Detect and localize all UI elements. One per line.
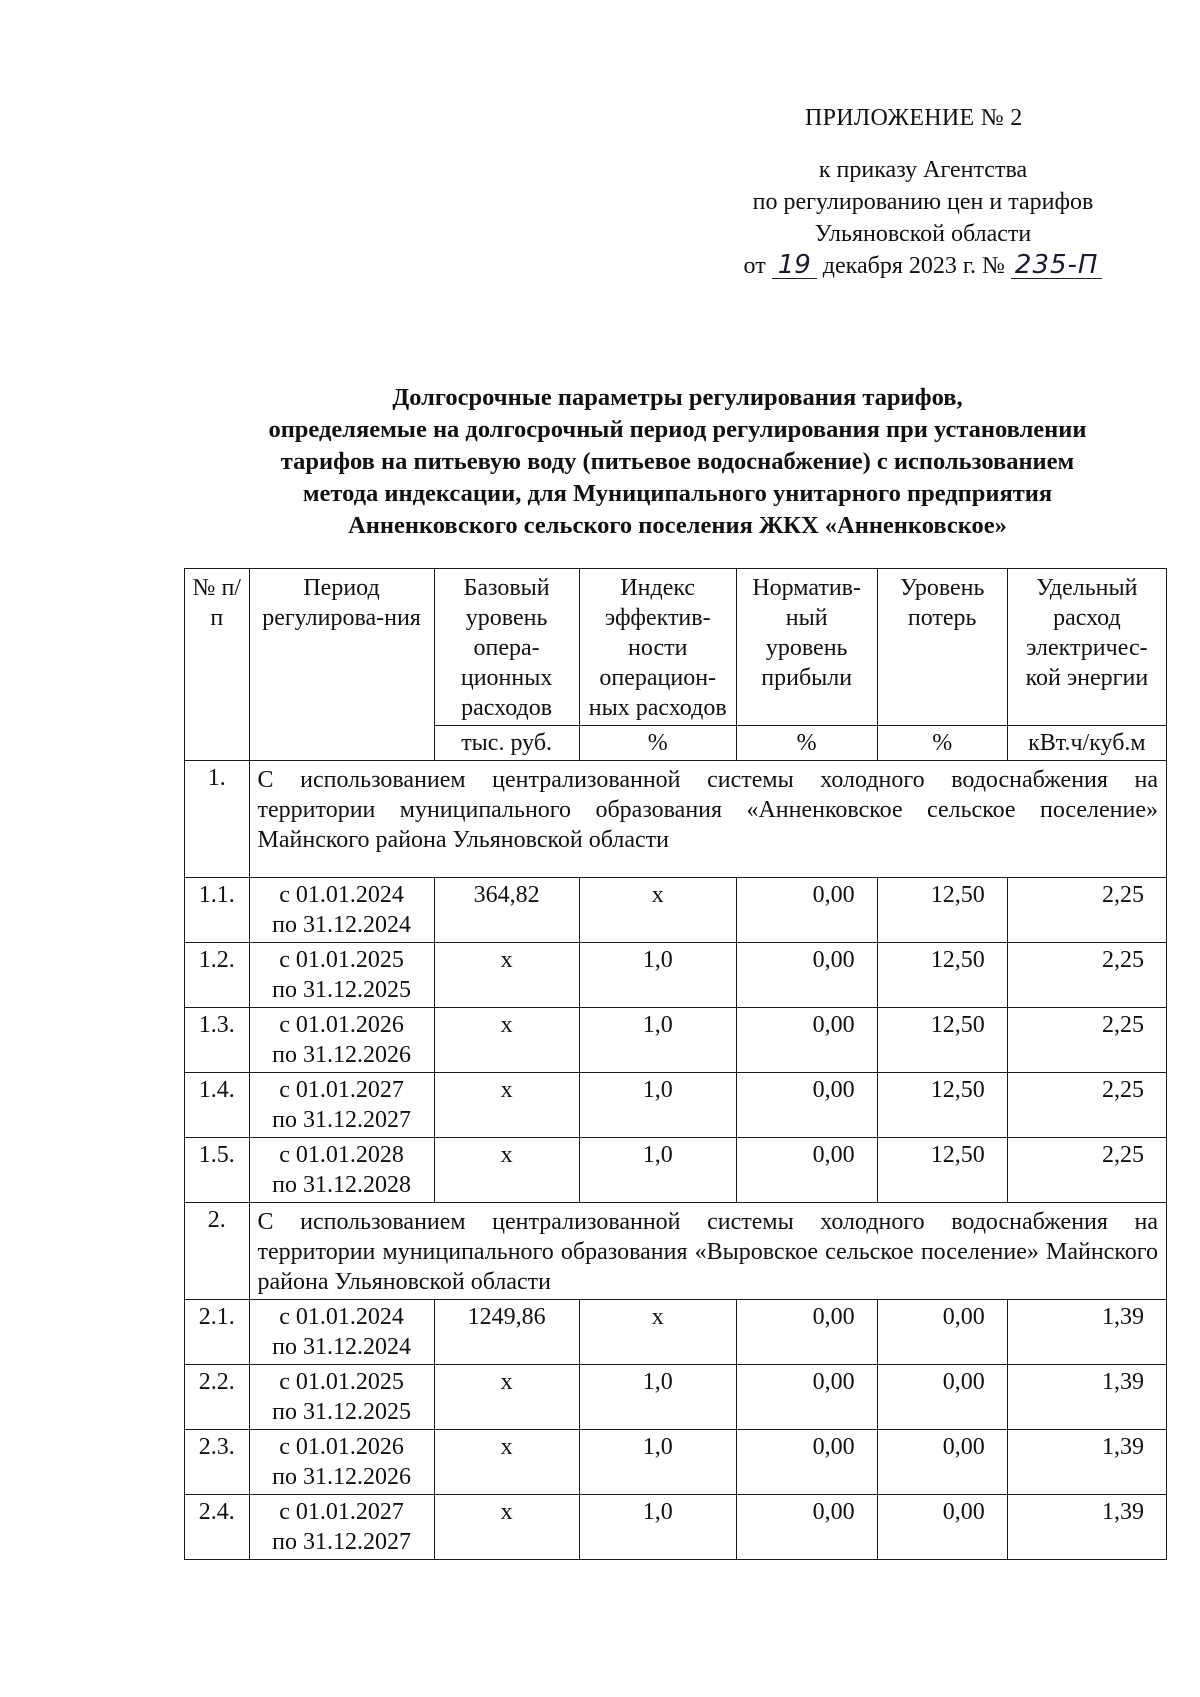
cell-normative-profit: 0,00 xyxy=(736,1430,877,1495)
unit-normative-profit: % xyxy=(736,726,877,761)
row-period xyxy=(249,1008,434,1073)
row-period xyxy=(249,1138,434,1203)
handwritten-order-number: 235-П xyxy=(1011,252,1103,279)
title-line: определяемые на долгосрочный период регулирования при установлении xyxy=(268,416,1087,443)
row-period xyxy=(249,1073,434,1138)
header-normative-profit: Норматив-ный уровень прибыли xyxy=(736,569,877,726)
cell-normative-profit: 0,00 xyxy=(736,1300,877,1365)
unit-base-level: тыс. руб. xyxy=(434,726,579,761)
cell-energy-consumption: 2,25 xyxy=(1007,943,1166,1008)
date-rest: декабря 2023 г. № xyxy=(822,253,1005,279)
cell-energy-consumption: 1,39 xyxy=(1007,1495,1166,1560)
date-prefix: от xyxy=(743,253,766,279)
cell-loss-level: 12,50 xyxy=(877,1138,1007,1203)
cell-loss-level: 12,50 xyxy=(877,878,1007,943)
cell-efficiency-index: 1,0 xyxy=(579,1430,736,1495)
section-description: С использованием централизованной системы холодного водоснабжения на территории муниципального образования «Выровское сельское поселение» Майнского района Ульяновской области xyxy=(249,1203,1166,1300)
unit-energy-consumption: кВт.ч/куб.м xyxy=(1007,726,1166,761)
row-period xyxy=(249,1430,434,1495)
section-number: 1. xyxy=(185,761,250,878)
cell-normative-profit: 0,00 xyxy=(736,1365,877,1430)
cell-base-level: 1249,86 xyxy=(434,1300,579,1365)
period-from: с 01.01.2027 xyxy=(279,1077,404,1103)
table-row xyxy=(185,1300,1167,1365)
section-number: 2. xyxy=(185,1203,250,1300)
title-line: Долгосрочные параметры регулирования тарифов, xyxy=(392,384,963,411)
period-from: с 01.01.2024 xyxy=(279,1304,404,1330)
header-loss-level: Уровень потерь xyxy=(877,569,1007,726)
cell-loss-level: 12,50 xyxy=(877,1073,1007,1138)
table-row xyxy=(185,878,1167,943)
row-number: 1.5. xyxy=(185,1138,250,1203)
header-efficiency-index: Индекс эффектив-ности операцион-ных расходов xyxy=(579,569,736,726)
row-period xyxy=(249,1365,434,1430)
title-line: метода индексации, для Муниципального унитарного предприятия xyxy=(302,480,1053,507)
period-to: по 31.12.2025 xyxy=(272,977,411,1003)
cell-base-level: 364,82 xyxy=(434,878,579,943)
row-period xyxy=(249,878,434,943)
cell-base-level: х xyxy=(434,1138,579,1203)
row-period xyxy=(249,943,434,1008)
cell-base-level: х xyxy=(434,1495,579,1560)
order-ref-line-2: по регулированию цен и тарифов xyxy=(752,189,1094,215)
cell-efficiency-index: 1,0 xyxy=(579,943,736,1008)
period-to: по 31.12.2025 xyxy=(272,1399,411,1425)
cell-base-level: х xyxy=(434,1430,579,1495)
cell-normative-profit: 0,00 xyxy=(736,878,877,943)
period-from: с 01.01.2028 xyxy=(279,1142,404,1168)
cell-loss-level: 0,00 xyxy=(877,1300,1007,1365)
cell-efficiency-index: 1,0 xyxy=(579,1495,736,1560)
cell-loss-level: 0,00 xyxy=(877,1495,1007,1560)
cell-energy-consumption: 2,25 xyxy=(1007,1138,1166,1203)
period-from: с 01.01.2026 xyxy=(279,1012,404,1038)
row-number: 1.4. xyxy=(185,1073,250,1138)
handwritten-day: 19 xyxy=(772,252,817,279)
cell-energy-consumption: 1,39 xyxy=(1007,1365,1166,1430)
period-from: с 01.01.2027 xyxy=(279,1499,404,1525)
title-line: Анненковского сельского поселения ЖКХ «Анненковское» xyxy=(348,512,1007,539)
cell-loss-level: 12,50 xyxy=(877,1008,1007,1073)
row-number: 1.2. xyxy=(185,943,250,1008)
row-number: 2.4. xyxy=(185,1495,250,1560)
section-description: С использованием централизованной системы холодного водоснабжения на территории муниципального образования «Анненковское сельское поселение» Майнского района Ульяновской области xyxy=(249,761,1166,878)
cell-energy-consumption: 2,25 xyxy=(1007,1073,1166,1138)
period-from: с 01.01.2026 xyxy=(279,1434,404,1460)
header-period: Период регулирова-ния xyxy=(249,569,434,761)
cell-energy-consumption: 2,25 xyxy=(1007,1008,1166,1073)
row-number: 2.2. xyxy=(185,1365,250,1430)
cell-base-level: х xyxy=(434,1008,579,1073)
period-from: с 01.01.2024 xyxy=(279,882,404,908)
cell-normative-profit: 0,00 xyxy=(736,1008,877,1073)
tariff-parameters-table xyxy=(184,568,1167,1560)
order-ref-line-1: к приказу Агентства xyxy=(818,157,1028,183)
cell-normative-profit: 0,00 xyxy=(736,1073,877,1138)
period-from: с 01.01.2025 xyxy=(279,947,404,973)
table-row xyxy=(185,1073,1167,1138)
cell-loss-level: 0,00 xyxy=(877,1430,1007,1495)
cell-efficiency-index: 1,0 xyxy=(579,1138,736,1203)
cell-efficiency-index: 1,0 xyxy=(579,1073,736,1138)
row-period xyxy=(249,1300,434,1365)
header-base-level: Базовый уровень опера-ционных расходов xyxy=(434,569,579,726)
section-row xyxy=(185,761,1167,878)
order-date-line xyxy=(728,250,1118,282)
cell-energy-consumption: 1,39 xyxy=(1007,1430,1166,1495)
row-number: 1.3. xyxy=(185,1008,250,1073)
cell-base-level: х xyxy=(434,943,579,1008)
cell-loss-level: 0,00 xyxy=(877,1365,1007,1430)
cell-efficiency-index: х xyxy=(579,1300,736,1365)
cell-efficiency-index: 1,0 xyxy=(579,1365,736,1430)
table-row xyxy=(185,1495,1167,1560)
document-title xyxy=(185,382,1170,542)
table-row xyxy=(185,1008,1167,1073)
cell-loss-level: 12,50 xyxy=(877,943,1007,1008)
cell-efficiency-index: х xyxy=(579,878,736,943)
table-row xyxy=(185,1430,1167,1495)
period-to: по 31.12.2026 xyxy=(272,1042,411,1068)
period-from: с 01.01.2025 xyxy=(279,1369,404,1395)
unit-loss-level: % xyxy=(877,726,1007,761)
section-row xyxy=(185,1203,1167,1300)
period-to: по 31.12.2024 xyxy=(272,912,411,938)
cell-base-level: х xyxy=(434,1365,579,1430)
table-row xyxy=(185,1138,1167,1203)
order-reference xyxy=(728,154,1118,282)
title-line: тарифов на питьевую воду (питьевое водоснабжение) с использованием xyxy=(280,448,1075,475)
row-number: 2.3. xyxy=(185,1430,250,1495)
period-to: по 31.12.2024 xyxy=(272,1334,411,1360)
period-to: по 31.12.2027 xyxy=(272,1107,411,1133)
cell-efficiency-index: 1,0 xyxy=(579,1008,736,1073)
cell-energy-consumption: 1,39 xyxy=(1007,1300,1166,1365)
cell-energy-consumption: 2,25 xyxy=(1007,878,1166,943)
cell-normative-profit: 0,00 xyxy=(736,1138,877,1203)
header-energy-consumption: Удельный расход электричес-кой энергии xyxy=(1007,569,1166,726)
period-to: по 31.12.2028 xyxy=(272,1172,411,1198)
cell-normative-profit: 0,00 xyxy=(736,1495,877,1560)
period-to: по 31.12.2026 xyxy=(272,1464,411,1490)
header-row xyxy=(185,569,1167,726)
table-row xyxy=(185,943,1167,1008)
order-ref-line-3: Ульяновской области xyxy=(814,221,1032,247)
row-number: 1.1. xyxy=(185,878,250,943)
unit-efficiency-index: % xyxy=(579,726,736,761)
cell-normative-profit: 0,00 xyxy=(736,943,877,1008)
period-to: по 31.12.2027 xyxy=(272,1529,411,1555)
row-period xyxy=(249,1495,434,1560)
cell-base-level: х xyxy=(434,1073,579,1138)
appendix-title: ПРИЛОЖЕНИЕ № 2 xyxy=(805,105,1023,131)
row-number: 2.1. xyxy=(185,1300,250,1365)
table-row xyxy=(185,1365,1167,1430)
header-no: № п/п xyxy=(185,569,250,761)
